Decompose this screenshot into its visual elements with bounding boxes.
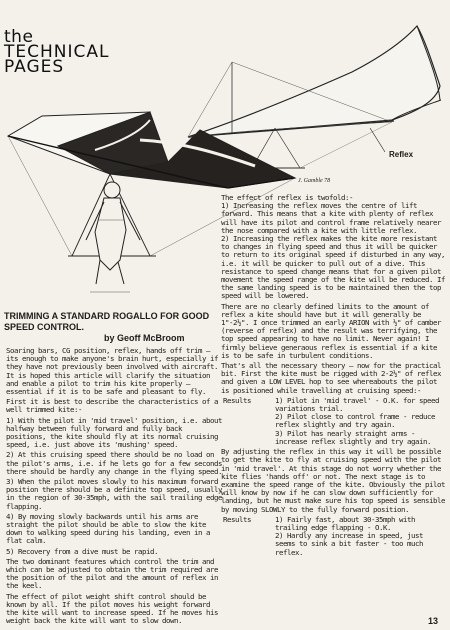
results-list: [275, 516, 445, 557]
header-line-technical: TECHNICAL: [4, 42, 110, 62]
result-item: 2) Pilot close to control frame - reduce reflex slightly and try again.: [275, 412, 435, 430]
article-title: TRIMMING A STANDARD ROGALLO FOR GOOD SPEED CONTROL.: [4, 311, 210, 332]
list-item: 3) When the pilot moves slowly to his maximum forward position there should be a definite top speed, usually in the region of 30-35mph, with the sail trailing edge flapping.: [6, 477, 222, 511]
paragraph: First it is best to describe the characteristics of a well trimmed kite:-: [6, 397, 218, 415]
list-item: 1) Increasing the reflex moves the centre of lift forward. This means that a kite with plenty of reflex will have its pilot and control frame relatively nearer the nose compared with a kite with little reflex.: [221, 201, 441, 235]
paragraph: That's all the necessary theory — now for the practical bit. First the kite must be rigged with 2-2½" of reflex and given a LOW LEVEL hop to see whereabouts the pilot is positioned while travelling at cruising speed:-: [221, 361, 441, 395]
artist-signature: J. Gamble 78: [298, 178, 331, 184]
paragraph: By adjusting the reflex in this way it will be possible to get the kite to fly at cruising speed with the pilot in 'mid travel'. At this stage do not worry whether the kite flies 'hands off' or not. The next stage is to examine the speed range of the kite. Obviously the pilot will know by now if he can slow down sufficiently for landing, but he must make sure his top speed is sensible by moving SLOWLY to the fully forward position.: [221, 447, 445, 514]
results-label: Results: [223, 514, 251, 524]
results-list: [275, 397, 445, 446]
results-label: Results: [223, 395, 251, 405]
result-item: 1) Fairly fast, about 30-35mph with trailing edge flapping - O.K.: [275, 514, 415, 532]
results-block: [221, 397, 445, 446]
paragraph: Soaring bars, CG position, reflex, hands off trim — its enough to make anyone's brain hurt, especially if they have not previously been involved with aircraft. It is hoped this article will clarify the situation and enable a pilot to trim his kite properly — essential if it is to be safe and pleasant to fly.: [6, 346, 218, 397]
paragraph: The effect of pilot weight shift control should be known by all. If the pilot moves his weight forward the kite will want to increase speed. If he moves his weight back the kite will want to slow down.: [6, 591, 218, 626]
result-item: 3) Pilot has nearly straight arms - increase reflex slightly and try again.: [275, 428, 431, 446]
article-author: by Geoff McBroom: [104, 333, 185, 343]
right-text-column: [221, 194, 445, 557]
paragraph: The effect of reflex is twofold:-: [221, 193, 353, 202]
reflex-label: Reflex: [389, 150, 414, 159]
page-number: 13: [428, 616, 439, 626]
list-item: 1) With the pilot in 'mid travel' position, i.e. about halfway between fully forward and fully back positions, the kite should fly at its normal cruising speed, i.e. just above its 'mushing' speed.: [6, 415, 222, 450]
header-line-pages: PAGES: [4, 57, 65, 77]
paragraph: The two dominant features which control the trim and which can be adjusted to obtain the trim required are the position of the pilot and the amount of reflex in the keel.: [6, 556, 218, 591]
list-item: 5) Recovery from a dive must be rapid.: [6, 546, 158, 556]
results-block: [221, 516, 445, 557]
result-item: 2) Hardly any increase in speed, just seems to sink a bit faster - too much reflex.: [275, 531, 423, 557]
paragraph: There are no clearly defined limits to the amount of reflex a kite should have but it will generally be 1"-2½". I once trimmed an early ARION with ½" of camber (reverse of reflex) and the result was terrifying, the top speed appearing to have no limit. Never again! I firmly believe generaous reflex is essential if a kite is to be safe in turbulent conditions.: [221, 301, 441, 360]
result-item: 1) Pilot in 'mid travel' - O.K. for speed variations trial.: [275, 395, 439, 414]
header-line-the: the: [4, 27, 34, 47]
list-item: 2) Increasing the reflex makes the kite more resistant to changes in flying speed and thus it will be quicker to return to its original speed if disturbed in any way, i.e. it will be quicker to pull out of a dive. This resistance to speed change means that for a given pilot movement the speed range of the kite will be reduced. If the same landing speed is to be maintained then the top speed will be lowered.: [221, 234, 445, 301]
list-item: 4) By moving slowly backwards until his arms are straight the pilot should be able to slow the kite down to walking speed during his landing, even in a flat calm.: [6, 511, 210, 546]
left-text-column: [6, 347, 224, 628]
list-item: 2) At this cruising speed there should be no load on the pilot's arms, i.e. if he lets go for a few seconds there should be hardly any change in the flying speed.: [6, 450, 222, 476]
